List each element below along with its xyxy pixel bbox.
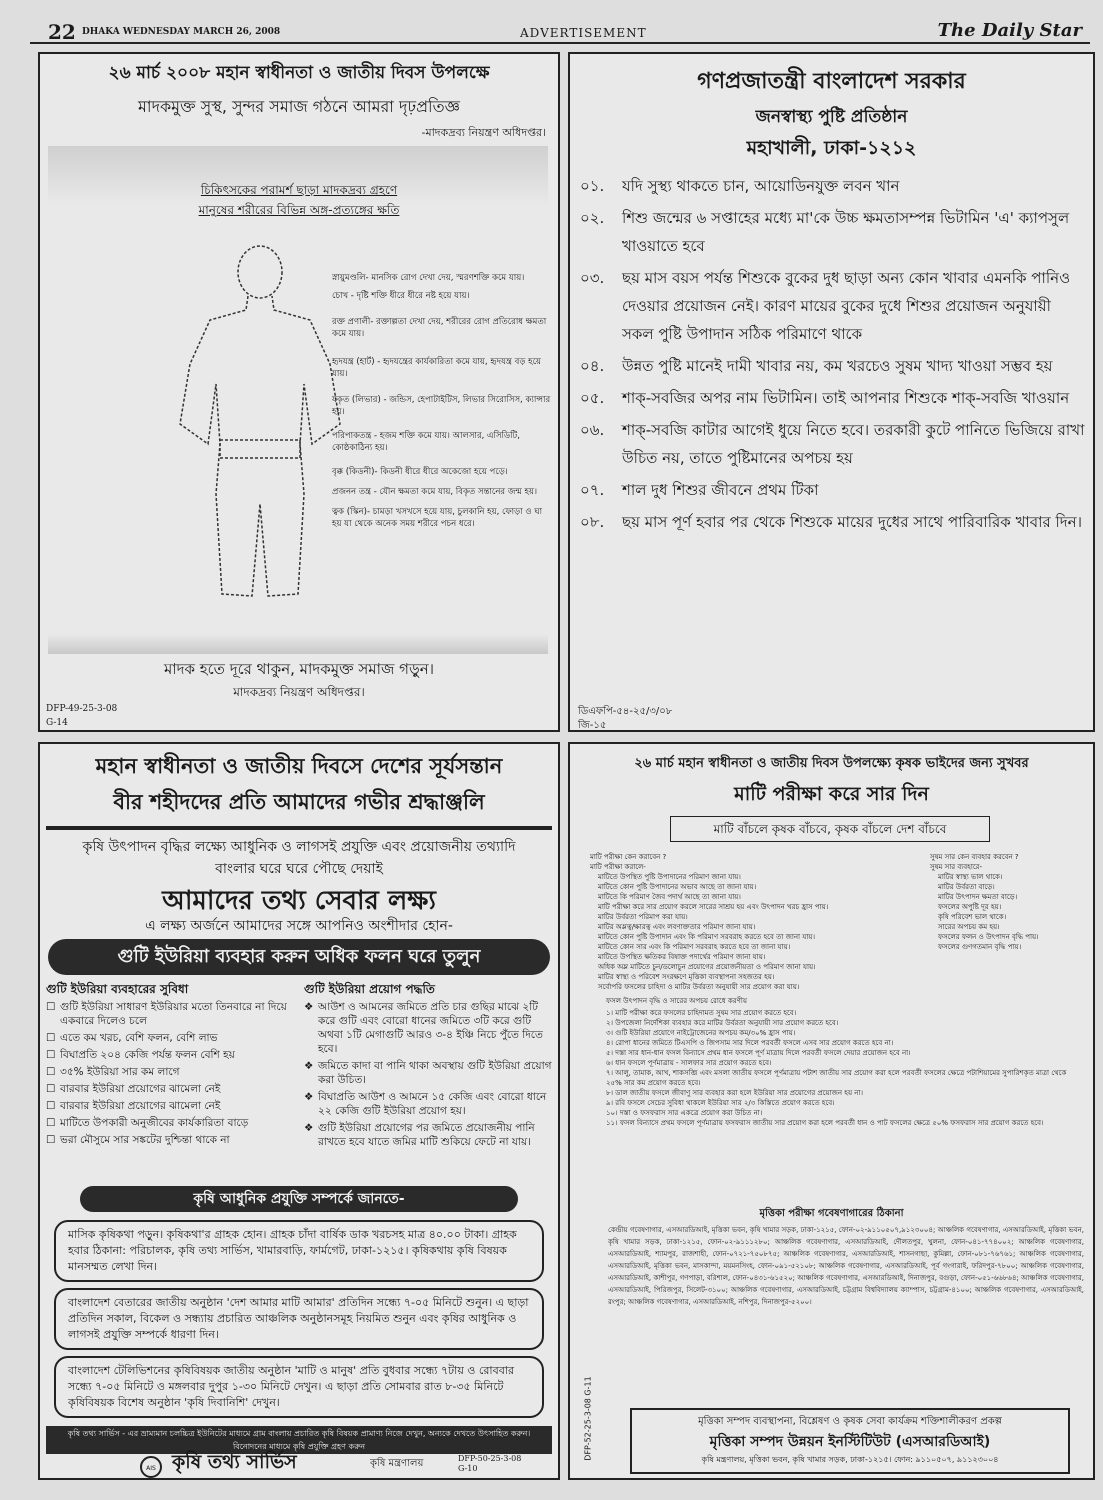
ad2-code: ডিএফপি-৫৪-২৫/৩/০৮ xyxy=(578,706,673,717)
item-no: ০৪. xyxy=(580,357,605,375)
ad-soil-test xyxy=(568,742,1095,1480)
benefits-column xyxy=(46,982,296,1147)
ad3-org-name: কৃষি তথ্য সার্ভিস xyxy=(172,1451,297,1473)
item-text: যদি সুস্থ্য থাকতে চান, আয়োডিনযুক্ত লবন খান xyxy=(622,177,900,195)
rule xyxy=(46,826,552,830)
list-item: ☐ গুটি ইউরিয়া সাধারণ ইউরিয়ার মতো তিনবারে না দিয়ে একবারে দিলেও চলে xyxy=(46,1001,287,1027)
ad1-footer-sign: মাদকদ্রব্য নিয়ন্ত্রণ অধিদপ্তর। xyxy=(233,685,365,699)
list-item: মাটিতে কোন সার এবং কি পরিমাণ সরবরাহ করতে হবে তা জানা যায়। xyxy=(598,943,791,951)
list-item: সারের অপচয় কম হয়। xyxy=(938,923,1000,931)
list-item: মাটিতে উপস্থিত ক্ষতিকর বিষাক্ত পদার্থের পরিমাণ জানা যায়। xyxy=(598,953,766,961)
checkbox-icon: ☐ xyxy=(46,1117,56,1129)
diagram-title-1: চিকিৎসকের পরামর্শ ছাড়া মাদকদ্রব্য গ্রহণে xyxy=(200,183,398,197)
effect-item: চোখ - দৃষ্টি শক্তি ধীরে ধীরে নষ্ট হয়ে যায়। xyxy=(332,291,470,301)
checkbox-icon: ☐ xyxy=(46,1001,56,1013)
list-item: ১০। দস্তা ও ফসফরাস সার একত্রে প্রয়োগ করা উচিত না। xyxy=(606,1109,763,1117)
effects-list xyxy=(332,272,554,530)
address-title: মৃত্তিকা পরীক্ষা গবেষণাগারের ঠিকানা xyxy=(759,1208,904,1219)
list-item: মাটির অম্লত্ব/ক্ষারত্ব এবং লবণাক্ততার পরিমাণ জানা যায়। xyxy=(598,923,756,931)
checkbox-icon: ☐ xyxy=(46,1100,56,1112)
bullet-icon: ❖ xyxy=(304,1122,314,1134)
item-text: শাক্-সবজির অপর নাম ভিটামিন। তাই আপনার শিশুকে শাক্-সবজি খাওয়ান xyxy=(622,389,1070,407)
ad3-headline-1: মহান স্বাধীনতা ও জাতীয় দিবসে দেশের সূর্যসন্তান xyxy=(95,754,503,778)
list-item: ☐ এতে কম খরচ, বেশি ফলন, বেশি লাভ xyxy=(46,1032,218,1044)
ad4-title: মাটি পরীক্ষা করে সার দিন xyxy=(734,783,929,805)
list-item: ❖ গুটি ইউরিয়া প্রয়োগের পর জমিতে প্রয়োজনীয় পানি রাখতে হবে যাতে জমির মাটি শুকিয়ে ফেটে না যায়। xyxy=(304,1122,535,1148)
list-item: ৬। ধান ফসলে পূর্ণমাত্রায় - সালফার সার প্রয়োগ করতে হবে। xyxy=(606,1059,772,1067)
effect-item: প্রজনন তন্ত্র - যৌন ক্ষমতা কমে যায়, বিকৃত সন্তানের জন্ম হয়। xyxy=(332,487,538,497)
list-item: মাটিতে উপস্থিত পুষ্টি উপাদানের পরিমাণ জানা যায়। xyxy=(598,873,741,881)
ad3-box-2: বাংলাদেশ বেতারের জাতীয় অনুষ্ঠান 'দেশ আমার মাটি আমার' প্রতিদিন সন্ধ্যে ৭-০৫ মিনিটে শুনুন। এ ছাড়া প্রতিদিন সকাল, বিকেল ও সন্ধ্যায় প্রচারিত আঞ্চলিক অনুষ্ঠানসমূহ নিয়মিত শুনুন এবং কৃষির আধুনিক ও লাগসই প্রযুক্তি সম্পর্কে ধারণা দিন। xyxy=(54,1288,544,1350)
list-item: ৩। গুটি ইউরিয়া প্রয়োগে নাইট্রোজেনের অপচয় কম/৩০% হ্রাস পায়। xyxy=(606,1029,796,1037)
ad4-slogan: মাটি বাঁচলে কৃষক বাঁচবে, কৃষক বাঁচলে দেশ বাঁচবে xyxy=(670,816,990,842)
item-no: ০২. xyxy=(580,209,605,227)
list-item: মাটির স্বাস্থ্য ভাল থাকে। xyxy=(938,873,1003,881)
list-item: কৃষি পরিবেশ ভাল থাকে। xyxy=(938,913,1007,921)
list-item xyxy=(580,264,1085,348)
ad1-footer-slogan: মাদক হতে দূরে থাকুন, মাদকমুক্ত সমাজ গড়ুন। xyxy=(163,660,435,678)
todo-title: ফসল উৎপাদন বৃদ্ধি ও সারের অপচয় রোধে করণীয় xyxy=(606,997,747,1005)
list-item: মাটিতে কি পরিমাণ জৈব পদার্থ আছে তা জানা যায়। xyxy=(598,893,741,901)
list-item: ৫। দস্তা সার ধান-ধান ফসল বিন্যাসে প্রথম ধান ফসলে পূর্ণ মাত্রায় দিলে পরবর্তী ফসলে দেয়ার প্রয়োজন হবে না। xyxy=(606,1049,911,1057)
ad3-invite: এ লক্ষ্য অর্জনে আমাদের সঙ্গে আপনিও অংশীদার হোন- xyxy=(145,918,453,934)
list-item: ১১। ফসল বিন্যাসে প্রথম ফসলে পূর্ণমাত্রায় ফসফরাস জাতীয় সার প্রয়োগ করা হলে পরবর্তী ধান ও পাট ফসলের ক্ষেত্রে ৫০% ফসফরাস সার প্রয়োগ করতে হবে। xyxy=(606,1119,1044,1127)
list-item: মাটির স্বাস্থ্য ও পরিবেশ সংরক্ষণে মৃত্তিকা ব্যবস্থাপনা সহজতর হয়। xyxy=(598,973,775,981)
ad3-ministry: কৃষি মন্ত্রণালয় xyxy=(370,1458,424,1469)
item-text: শাল দুধ শিশুর জীবনে প্রথম টিকা xyxy=(622,481,819,499)
ais-logo xyxy=(140,1456,162,1478)
ad1-signature: -মাদকদ্রব্য নিয়ন্ত্রণ অধিদপ্তর। xyxy=(421,126,546,139)
method-column xyxy=(304,982,554,1149)
ad3-headline-2: বীর শহীদদের প্রতি আমাদের গভীর শ্রদ্ধাঞ্জলি xyxy=(113,790,485,814)
ad3-code-g: G-10 xyxy=(458,1464,478,1473)
ad2-title: গণপ্রজাতন্ত্রী বাংলাদেশ সরকার xyxy=(697,69,966,94)
list-item xyxy=(580,352,1085,380)
list-item xyxy=(580,508,1085,536)
list-item: ৭। আলু, তামাক, আখ, শাকসব্জি এবং মসলা জাতীয় ফসলে পূর্ণমাত্রায় পটাশ জাতীয় সার প্রয়োগ করা হলে পরবর্তী ফসলের ক্ষেত্রে পটাশিয়ামের সুপারিশকৃত মাত্রা থেকে ২৫% সার কম প্রয়োগ করতে হবে। xyxy=(606,1069,1067,1087)
list-item: ❖ বিঘাপ্রতি আউশ ও আমনে ১৫ কেজি এবং বোরো ধানে ২২ কেজি গুটি ইউরিয়া প্রয়োগ হয়। xyxy=(304,1091,547,1117)
list-item: অধিক অম্ল মাটিতে চুন/ডলোচুন প্রয়োগের প্রয়োজনীয়তা ও পরিমাণ জানা যায়। xyxy=(598,963,816,971)
ad1-code: DFP-49-25-3-08 xyxy=(46,704,118,714)
effect-item: স্নায়ুমণ্ডলি- মানসিক রোগ দেখা দেয়, স্মরণশক্তি কমে যায়। xyxy=(332,273,525,283)
list-item xyxy=(580,416,1085,472)
why-test-question: মাটি পরীক্ষা কেন করাবেন ? xyxy=(590,853,667,861)
ad2-code-g: জি-১৫ xyxy=(578,720,607,731)
checkbox-icon: ☐ xyxy=(46,1066,56,1078)
ad3-dark-note: কৃষি তথ্য সার্ভিস - এর ভ্রাম্যমান চলচ্চিত্র ইউনিটের মাধ্যমে গ্রাম বাংলায় প্রচারিত কৃষি বিষয়ক প্রামাণ্য নিজে দেখুন, অন্যকে দেখতে উৎসাহিত করুন। বিনোদনের মাধ্যমে কৃষি প্রযুক্তি গ্রহণ করুন xyxy=(46,1426,552,1454)
list-item: ☐ বারবার ইউরিয়া প্রয়োগের ঝামেলা নেই xyxy=(46,1100,221,1112)
dateline: DHAKA WEDNESDAY MARCH 26, 2008 xyxy=(82,27,281,37)
item-no: ০৩. xyxy=(580,269,605,287)
effect-item: রক্ত প্রণালী- রক্তাল্পতা দেখা দেয়, শরীরের রোগ প্রতিরোধ ক্ষমতা কমে যায়। xyxy=(332,317,547,339)
ad2-list xyxy=(580,172,1085,536)
list-item: সর্বোপরি ফসলের চাহিদা ও মাটির উর্বরতা অনুযায়ী সার প্রয়োগ করা যায়। xyxy=(598,983,800,991)
list-item xyxy=(580,476,1085,504)
todo-section xyxy=(606,996,1084,1128)
item-text: ছয় মাস বয়স পর্যন্ত শিশুকে বুকের দুধ ছাড়া অন্য কোন খাবার এমনকি পানিও দেওয়ার প্রয়োজন নেই। কারণ মায়ের বুকের দুধে শিশুর প্রয়োজন অনুযায়ী সকল পুষ্টি উপাদান সঠিক পরিমাণে থাকে xyxy=(622,269,1071,343)
list-item: মাটির উর্বরতা পরিমাপ করা যায়। xyxy=(598,913,688,921)
item-no: ০৬. xyxy=(580,421,605,439)
checkbox-icon: ☐ xyxy=(46,1049,56,1061)
list-item xyxy=(580,384,1085,412)
method-title: গুটি ইউরিয়া প্রয়োগ পদ্ধতি xyxy=(304,982,435,996)
effect-item: হৃদযন্ত্র (হার্ট) - হৃদযন্ত্রের কার্যকারিতা কমে যায়, হৃদযন্ত্র বড় হয়ে যায়। xyxy=(332,357,542,379)
list-item: ফসলের ফলন ও উৎপাদন বৃদ্ধি পায়। xyxy=(938,933,1039,941)
ad2-org: জনস্বাস্থ্য পুষ্টি প্রতিষ্ঠান xyxy=(755,107,908,127)
item-no: ০৫. xyxy=(580,389,605,407)
list-item: মাটিতে কোন পুষ্টি উপাদান এবং কি পরিমাণ সরবরাহ করতে হবে তা জানা যায়। xyxy=(598,933,816,941)
ad3-code: DFP-50-25-3-08 xyxy=(458,1454,522,1463)
ad-nutrition xyxy=(568,52,1095,732)
item-no: ০১. xyxy=(580,177,605,195)
item-no: ০৭. xyxy=(580,481,605,499)
ad4-footer-address: কৃষি মন্ত্রণালয়, মৃত্তিকা ভবন, কৃষি খামার সড়ক, ঢাকা-১২১৫। ফোন: ৯১১০৫০৭, ৯১১২৩০০৪ xyxy=(701,1455,999,1464)
effect-item: পরিপাকতন্ত্র - হজম শক্তি কমে যায়। আলসার, এসিডিটি, কোষ্ঠকাঠিন্য হয়। xyxy=(332,431,520,453)
item-no: ০৮. xyxy=(580,513,605,531)
ais-logo-text: AIS xyxy=(146,1465,156,1472)
bullet-icon: ❖ xyxy=(304,1060,314,1072)
footer-band xyxy=(48,634,548,654)
item-text: উন্নত পুষ্টি মানেই দামী খাবার নয়, কম খরচেও সুষম খাদ্য খাওয়া সম্ভব হয় xyxy=(622,357,1053,375)
list-item: ☐ বারবার ইউরিয়া প্রয়োগের ঝামেলা নেই xyxy=(46,1083,221,1095)
ad1-heading: ২৬ মার্চ ২০০৮ মহান স্বাধীনতা ও জাতীয় দিবস উপলক্ষে xyxy=(108,63,490,83)
why-test-lead: মাটি পরীক্ষা করালে- xyxy=(590,863,646,871)
lab-addresses: কেন্দ্রীয় গবেষণাগার, এসআরডিআই, মৃত্তিকা ভবন, কৃষি খামার সড়ক, ঢাকা-১২১৫, ফোন-০২-৯১১০৫০৭,৯১২৩০০৪; আঞ্চলিক গবেষণাগার, এসআরডিআই, মৃত্তিকা ভবন, কৃষি খামার সড়ক, ঢাকা-১২১৫, ফোন-০২-৯১১১২৮০; আঞ্চলিক গবেষণাগার, এসআরডিআই, দৌলতপুর, খুলনা, ফোন-০৪১-৭৭৪০০২; আঞ্চলিক গবেষণাগার, এসআরডিআই, শ্যামপুর, রাজশাহী, ফোন-০৭২১-৭৫০৮৭৫; আঞ্চলিক গবেষণাগার, এসআরডিআই, শাসনগাছা, কুমিল্লা, ফোন-০৮১-৭৬৭৬১; আঞ্চলিক গবেষণাগার, এসআরডিআই, মৃত্তিকা ভবন, মাসকান্দা, ময়মনসিংহ, ফোন-০৯১-৫২১০৮; আঞ্চলিক গবেষণাগার, এসআরডিআই, পূর্ব গংগারাই, ফরিদপুর-৭৮০০; আঞ্চলিক গবেষণাগার, এসআরডিআই, কাশীপুর, গণপাড়া, বরিশাল, ফোন-০৪৩১-৬১৫২০; আঞ্চলিক গবেষণাগার, এসআরডিআই, দিনাজপুর, বগুড়া, ফোন-০৫১-৬৬৮৬৪; আঞ্চলিক গবেষণাগার, এসআরডিআই, পিরিজপুর, সিলেট-৩১০০; আঞ্চলিক গবেষণাগার, এসআরডিআই, চট্টগ্রাম বিশ্ববিদ্যালয় ক্যাম্পাস, চট্টগ্রাম-৪১০০; আঞ্চলিক গবেষণাগার, এসআরডিআই, রংপুর; আঞ্চলিক গবেষণাগার, এসআরডিআই, নশিপুর, দিনাজপুর-৫২০০। xyxy=(608,1226,1084,1306)
list-item: ৮। ডাল জাতীয় ফসলে জীবাণু সার ব্যবহার করা হলে ইউরিয়া সার প্রয়োগের প্রয়োজন হয় না। xyxy=(606,1089,864,1097)
list-item: ৯। রবি ফসলে সেচের সুবিধা থাকলে ইউরিয়া সার ২/৩ কিস্তিতে প্রয়োগ করতে হবে। xyxy=(606,1099,835,1107)
masthead xyxy=(30,18,1090,44)
list-item xyxy=(580,172,1085,200)
human-body-diagram xyxy=(160,244,360,614)
ad4-footer xyxy=(630,1408,1070,1474)
paper-logo: The Daily Star xyxy=(937,20,1082,41)
checkbox-icon: ☐ xyxy=(46,1083,56,1095)
list-item: ☐ ভরা মৌসুমে সার সঙ্কটের দুশ্চিন্তা থাকে না xyxy=(46,1134,230,1146)
checkbox-icon: ☐ xyxy=(46,1032,56,1044)
list-item: ফসলের অপুষ্টি দূর হয়। xyxy=(938,903,1002,911)
ad1-code-g: G-14 xyxy=(46,718,68,728)
list-item: মাটি পরীক্ষা করে সার প্রয়োগ করলে সারের সাশ্রয় হয় এবং উৎপাদন খরচ হ্রাস পায়। xyxy=(598,903,829,911)
effect-item: বৃক্ক (কিডনী)- কিডনী ধীরে ধীরে অকেজো হয়ে পড়ে। xyxy=(332,467,508,477)
effect-item: ত্বক (স্কিন)- চামড়া খসখসে হয়ে যায়, চুলকানি হয়, ফোড়া ও ঘা হয় যা থেকে অনেক সময় শরীরে পচন ধরে। xyxy=(332,507,543,529)
list-item: মাটির উৎপাদন ক্ষমতা বাড়ে। xyxy=(938,893,1018,901)
ad2-address: মহাখালী, ঢাকা-১২১২ xyxy=(746,137,917,159)
diagram-title-2: মানুষের শরীরের বিভিন্ন অঙ্গ-প্রত্যঙ্গের ক্ষতি xyxy=(198,203,400,217)
item-text: শিশু জন্মের ৬ সপ্তাহের মধ্যে মা'কে উচ্চ ক্ষমতাসম্পন্ন ভিটামিন 'এ' ক্যাপসুল খাওয়াতে হবে xyxy=(622,209,1070,255)
list-item: ☐ মাটিতে উপকারী অনুজীবের কার্যকারিতা বাড়ে xyxy=(46,1117,249,1129)
ad3-intro: কৃষি উৎপাদন বৃদ্ধির লক্ষ্যে আধুনিক ও লাগসই প্রযুক্তি এবং প্রয়োজনীয় তথ্যাদি বাংলার ঘরে ঘরে পৌছে দেয়াই xyxy=(82,839,516,877)
effect-item: যকৃত (লিভার) - জন্ডিস, হেপাটাইটিস, লিভার সিরোসিস, ক্যান্সার হয়। xyxy=(332,395,551,417)
why-balanced-question: সুষম সার কেন ব্যবহার করবেন ? xyxy=(930,853,1019,861)
list-item: ২। উপজেলা নির্দেশিকা ব্যবহার করে মাটির উর্বরতা অনুযায়ী সার প্রয়োগ করতে হবে। xyxy=(606,1019,839,1027)
ad3-box-1: মাসিক কৃষিকথা পড়ুন। কৃষিকথা'র গ্রাহক হোন। গ্রাহক চাঁদা বার্ষিক ডাক খরচসহ মাত্র ৪০.০০ টাকা। গ্রাহক হবার ঠিকানা: পরিচালক, কৃষি তথ্য সার্ভিস, খামারবাড়ি, ফার্মগেট, ঢাকা-১২১৫। কৃষিকথায় কৃষি বিষয়ক মানসম্মত লেখা দিন। xyxy=(54,1220,544,1282)
why-balanced-column xyxy=(930,852,1090,952)
ad4-footer-org: মৃত্তিকা সম্পদ উন্নয়ন ইনস্টিটিউট (এসআরডিআই) xyxy=(709,1434,991,1450)
ad4-side-code: DFP-52-25-3-08 G-11 xyxy=(583,1376,593,1461)
ad-narcotics xyxy=(38,52,560,732)
ad1-subheading: মাদকমুক্ত সুস্থ, সুন্দর সমাজ গঠনে আমরা দৃঢ়প্রতিজ্ঞ xyxy=(138,97,460,116)
page-number: 22 xyxy=(48,20,76,44)
ad-agri-info xyxy=(38,742,560,1480)
bullet-icon: ❖ xyxy=(304,1091,314,1103)
benefits-title: গুটি ইউরিয়া ব্যবহারের সুবিধা xyxy=(46,982,189,996)
list-item: ❖ জমিতে কাদা বা পানি থাকা অবস্থায় গুটি ইউরিয়া প্রয়োগ করা উচিত। xyxy=(304,1060,552,1086)
ad4-footer-project: মৃত্তিকা সম্পদ ব্যবস্থাপনা, বিশ্লেষণ ও কৃষক সেবা কার্যক্রম শক্তিশালীকরণ প্রকল্প xyxy=(698,1416,1002,1427)
why-balanced-lead: সুষম সার ব্যবহারে- xyxy=(930,863,983,871)
item-text: শাক্-সবজি কাটার আগেই ধুয়ে নিতে হবে। তরকারী কুটে পানিতে ভিজিয়ে রাখা উচিত নয়, তাতে পুষ্টিমানের অপচয় হয় xyxy=(622,421,1085,467)
list-item: ফসলের গুণগতমান বৃদ্ধি পায়। xyxy=(938,943,1022,951)
list-item: ❖ আউশ ও আমনের জমিতে প্রতি চার গুছির মাঝে ২টি করে গুটি এবং বোরো ধানের জমিতে ৩টি করে গুটি অথবা ১টি মেগাগুটি আরও ৩-৪ ইঞ্চি নিচে পুঁতে দিতে হবে। xyxy=(304,1001,543,1055)
list-item xyxy=(580,204,1085,260)
list-item: মাটিতে কোন পুষ্টি উপাদানের অভাব আছে তা জানা যায়। xyxy=(598,883,757,891)
ad3-box-3: বাংলাদেশ টেলিভিশনের কৃষিবিষয়ক জাতীয় অনুষ্ঠান 'মাটি ও মানুষ' প্রতি বুধবার সন্ধ্যে ৭টায় ও রোববার সন্ধ্যে ৭-০৫ মিনিটে ও মঙ্গলবার দুপুর ১-৩০ মিনিটে দেখুন। এ ছাড়া প্রতি সোমবার রাত ৮-৩৫ মিনিটে কৃষিবিষয়ক বিশেষ অনুষ্ঠান 'কৃষি দিবানিশি' দেখুন। xyxy=(54,1356,544,1418)
ad4-heading: ২৬ মার্চ মহান স্বাধীনতা ও জাতীয় দিবস উপলক্ষ্যে কৃষক ভাইদের জন্য সুখবর xyxy=(634,756,1029,771)
checkbox-icon: ☐ xyxy=(46,1134,56,1146)
ad3-big-title: আমাদের তথ্য সেবার লক্ষ্য xyxy=(162,886,436,916)
list-item: মাটির উর্বরতা বাড়ে। xyxy=(938,883,995,891)
bullet-icon: ❖ xyxy=(304,1001,314,1013)
list-item: ১। মাটি পরীক্ষা করে ফসলের চাহিদামত সুষম সার প্রয়োগ করতে হবে। xyxy=(606,1009,797,1017)
why-test-column xyxy=(590,852,920,992)
ad3-know-banner: কৃষি আধুনিক প্রযুক্তি সম্পর্কে জানতে- xyxy=(80,1186,518,1212)
list-item: ৪। রোপা ধানের জমিতে টিএসপি ও জিপসাম সার দিলে পরবর্তী ফসলে এসব সার প্রয়োগ করতে হবে না। xyxy=(606,1039,894,1047)
list-item: ☐ বিঘাপ্রতি ২০৪ কেজি পর্যন্ত ফলন বেশি হয় xyxy=(46,1049,235,1061)
item-text: ছয় মাস পূর্ণ হবার পর থেকে শিশুকে মায়ের দুধের সাথে পারিবারিক খাবার দিন। xyxy=(622,513,1082,531)
section-label: ADVERTISEMENT xyxy=(520,26,647,40)
list-item: ☐ ৩৫% ইউরিয়া সার কম লাগে xyxy=(46,1066,180,1078)
ad3-banner: গুটি ইউরিয়া ব্যবহার করুন অধিক ফলন ঘরে তুলুন xyxy=(48,939,550,975)
